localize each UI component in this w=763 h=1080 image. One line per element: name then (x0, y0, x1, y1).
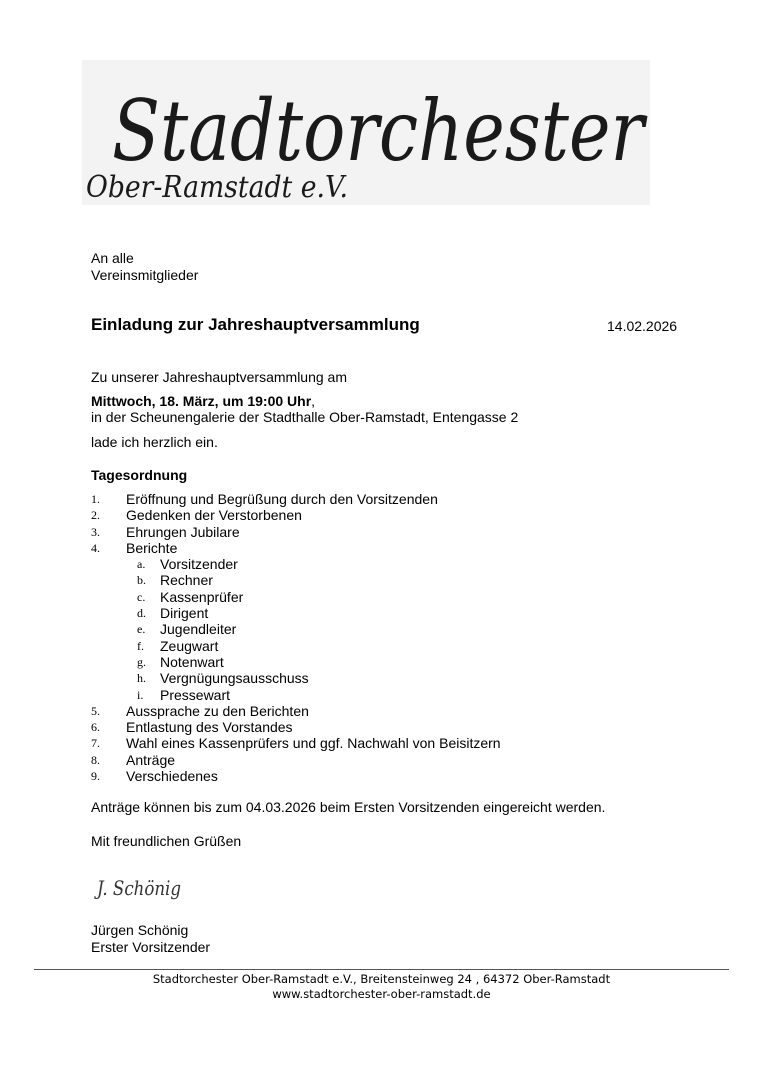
meeting-location: in der Scheunengalerie der Stadthalle Ober-Ramstadt, Entengasse 2 (91, 409, 519, 425)
greeting: Mit freundlichen Grüßen (91, 833, 242, 849)
agenda-subitem-text: Vergnügungsausschuss (160, 670, 309, 687)
agenda-subitem-text: Jugendleiter (160, 621, 237, 638)
footer-address: Stadtorchester Ober-Ramstadt e.V., Breitensteinweg 24 , 64372 Ober-Ramstadt (152, 972, 611, 986)
agenda-subitem-letter: g. (137, 654, 146, 669)
signer-name: Jürgen Schönig (91, 922, 189, 938)
invite-text: lade ich herzlich ein. (91, 434, 218, 450)
agenda-subitem-letter: e. (137, 622, 146, 637)
agenda-subitem (91, 605, 691, 621)
logo-main-text: Stadtorchester (112, 82, 649, 180)
agenda-item-number: 6. (91, 720, 100, 735)
agenda-subitem (91, 654, 691, 670)
agenda-subitem-letter: h. (137, 671, 146, 686)
agenda-item-number: 5. (91, 703, 100, 718)
agenda-subitem (91, 621, 691, 637)
agenda-item-number: 4. (91, 540, 100, 555)
agenda-item-number: 9. (91, 769, 100, 784)
agenda-subitem-text: Pressewart (160, 686, 231, 703)
agenda-item (91, 491, 691, 507)
agenda-subitem-letter: a. (137, 557, 146, 572)
agenda-item-text: Eröffnung und Begrüßung durch den Vorsitzenden (126, 491, 438, 507)
agenda-subitem-text: Rechner (160, 572, 213, 589)
recipient-block (91, 250, 198, 284)
signature (93, 855, 188, 917)
agenda-item-text: Ehrungen Jubilare (126, 523, 240, 540)
agenda-item-text: Berichte (126, 539, 178, 556)
footer (0, 972, 763, 1002)
agenda-heading: Tagesordnung (91, 467, 188, 483)
agenda-item (91, 703, 691, 719)
footer-divider (34, 969, 729, 970)
agenda-item-number: 7. (91, 736, 100, 751)
agenda-subitem (91, 572, 691, 588)
agenda-subitem (91, 638, 691, 654)
logo-sub-text: Ober-Ramstadt e.V. (86, 170, 348, 205)
agenda-item-text: Wahl eines Kassenprüfers und ggf. Nachwahl von Beisitzern (126, 735, 501, 752)
agenda-item-text: Anträge (126, 751, 176, 768)
agenda-subitem-text: Vorsitzender (160, 556, 238, 573)
agenda-subitem-letter: c. (137, 589, 146, 604)
agenda-list (91, 491, 691, 784)
document-title: Einladung zur Jahreshauptversammlung (91, 315, 420, 334)
agenda-subitem-text: Zeugwart (160, 637, 219, 654)
closing-note: Anträge können bis zum 04.03.2026 beim Ersten Vorsitzenden eingereicht werden. (91, 799, 606, 815)
agenda-subitem-text: Kassenprüfer (160, 588, 244, 605)
signature-text: J. Schönig (93, 876, 181, 900)
agenda-subitem-letter: i. (137, 687, 144, 702)
agenda-item-number: 8. (91, 752, 100, 767)
agenda-item (91, 752, 691, 768)
agenda-item (91, 768, 691, 784)
agenda-item-number: 3. (91, 524, 100, 539)
agenda-item (91, 719, 691, 735)
recipient-line: Vereinsmitglieder (91, 267, 199, 283)
agenda-item (91, 507, 691, 523)
agenda-item-text: Verschiedenes (126, 768, 218, 785)
agenda-subitem-text: Dirigent (160, 605, 209, 622)
agenda-subitem-text: Notenwart (160, 653, 224, 670)
meeting-comma: , (311, 393, 316, 409)
meeting-details (91, 393, 518, 425)
footer-website: www.stadtorchester-ober-ramstadt.de (272, 987, 491, 1001)
agenda-subitem (91, 589, 691, 605)
agenda-item-text: Aussprache zu den Berichten (126, 702, 309, 719)
signer-block (91, 922, 210, 956)
agenda-item-text: Entlastung des Vorstandes (126, 719, 293, 736)
agenda-subitem-letter: b. (137, 573, 146, 588)
intro-text: Zu unserer Jahreshauptversammlung am (91, 369, 348, 385)
signer-role: Erster Vorsitzender (91, 939, 211, 955)
agenda-subitem (91, 687, 691, 703)
agenda-subitem-letter: f. (137, 638, 144, 653)
agenda-item (91, 735, 691, 751)
logo (82, 60, 650, 205)
agenda-item (91, 540, 691, 556)
agenda-item (91, 524, 691, 540)
document-date: 14.02.2026 (607, 318, 678, 334)
agenda-item-text: Gedenken der Verstorbenen (126, 507, 302, 524)
meeting-date-time: Mittwoch, 18. März, um 19:00 Uhr (91, 393, 312, 409)
agenda-subitem (91, 556, 691, 572)
agenda-subitem-letter: d. (137, 606, 146, 621)
agenda-subitem (91, 670, 691, 686)
agenda-item-number: 2. (91, 508, 100, 523)
agenda-item-number: 1. (91, 492, 100, 506)
recipient-line: An alle (91, 250, 134, 266)
